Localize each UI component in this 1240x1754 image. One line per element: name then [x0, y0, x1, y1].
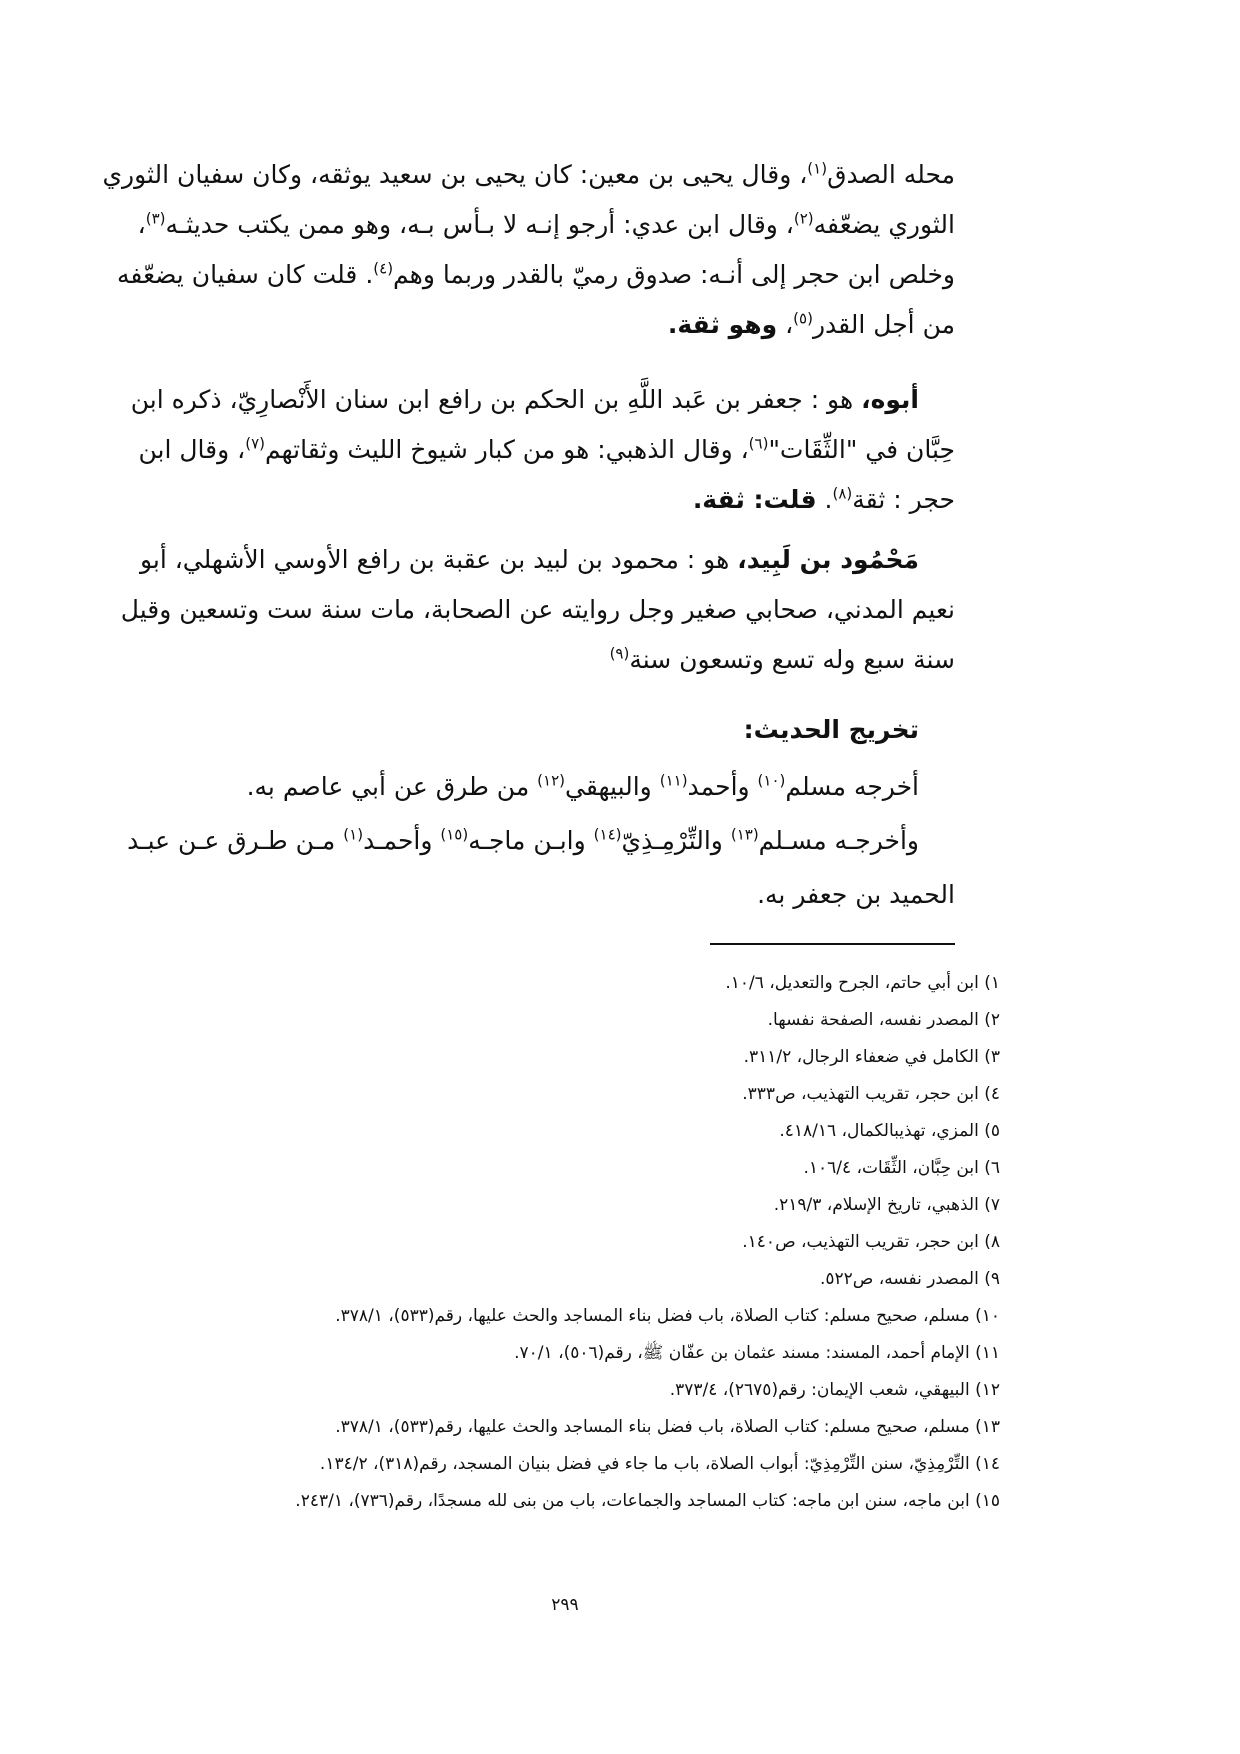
footnote-item: ١٠) مسلم، صحيح مسلم: كتاب الصلاة، باب فضل بناء المساجد والحث عليها، رقم(٥٣٣)، ٣٧٨/١.	[335, 1306, 1000, 1326]
text-run: وأحمـد	[363, 826, 441, 855]
footnote-item: ٩) المصدر نفسه، ص٥٢٢.	[819, 1269, 1000, 1289]
text-run: وابـن ماجـه	[468, 826, 594, 855]
text-line	[137, 200, 955, 250]
footnote-ref[interactable]: (١)	[807, 159, 828, 178]
text-run: أخرجه مسلم	[785, 772, 919, 801]
text-run: ،	[137, 210, 146, 239]
text-line	[102, 150, 955, 200]
text-run: هو : جعفر بن عَبد اللَّهِ بن الحكم بن رافع ابن سنان الأَنْصارِيّ، ذكره ابن	[130, 385, 862, 414]
footnote-item: ٨) ابن حجر، تقريب التهذيب، ص١٤٠.	[742, 1232, 1000, 1252]
footnote-ref[interactable]: (٩)	[609, 644, 630, 663]
text-run: هو : محمود بن لبيد بن عقبة بن رافع الأوسي الأشهلي، أبو	[139, 545, 738, 574]
footnote-ref[interactable]: (١٠)	[757, 771, 786, 790]
text-line	[117, 250, 955, 300]
text-line	[145, 300, 955, 350]
footnote-ref[interactable]: (١٤)	[593, 825, 622, 844]
text-run: ،	[777, 310, 794, 339]
text-run: .	[816, 485, 833, 514]
footnote-ref[interactable]: (١٥)	[440, 825, 469, 844]
text-run: من طرق عن أبي عاصم به.	[246, 772, 538, 801]
text-run: حِبَّان في "الثِّقَات"	[768, 435, 955, 464]
footnote-ref[interactable]: (٨)	[832, 484, 853, 503]
footnote-ref[interactable]: (٧)	[245, 434, 265, 453]
takhrij-paragraph	[127, 760, 955, 922]
section-heading	[145, 705, 955, 755]
footnote-ref[interactable]: (١١)	[659, 771, 688, 790]
verdict-bold: قلت: ثقة.	[692, 485, 817, 514]
footnotes-list	[145, 965, 1000, 1520]
narrator-name: مَحْمُود بن لَبِيد،	[737, 545, 919, 574]
text-run: وأحمد	[687, 772, 758, 801]
text-line	[138, 425, 955, 475]
footnote-ref[interactable]: (٦)	[748, 434, 769, 453]
narrator-paragraph-3	[120, 535, 955, 685]
text-run: ، وقال الذهبي: هو من كبار شيوخ الليث وثقاتهم	[264, 435, 749, 464]
footnote-ref[interactable]: (١)	[343, 825, 364, 844]
footnote-item: ١٥) ابن ماجه، سنن ابن ماجه: كتاب المساجد والجماعات، باب من بنى لله مسجدًا، رقم(٧٣٦)، ٢٤٣/١.	[295, 1491, 1000, 1511]
footnote-item: ١٣) مسلم، صحيح مسلم: كتاب الصلاة، باب فضل بناء المساجد والحث عليها، رقم(٥٣٣)، ٣٧٨/١.	[335, 1417, 1000, 1437]
text-run: وأخرجـه مسـلم	[758, 826, 919, 855]
text-run: والبيهقي	[565, 772, 660, 801]
text-line	[139, 535, 955, 585]
text-run: ، وقال ابن	[138, 435, 246, 464]
footnote-item: ١٢) البيهقي، شعب الإيمان: رقم(٢٦٧٥)، ٣٧٣/٤.	[669, 1380, 1000, 1400]
narrator-name: أبوه،	[861, 385, 919, 414]
footnote-item: ٧) الذهبي، تاريخ الإسلام، ٢١٩/٣.	[773, 1195, 1000, 1215]
text-run: سنة سبع وله تسع وتسعون سنة	[629, 645, 955, 674]
text-run: حجر : ثقة	[852, 485, 955, 514]
verdict-bold: وهو ثقة.	[667, 310, 778, 339]
footnote-item: ١) ابن أبي حاتم، الجرح والتعديل، ١٠/٦.	[725, 973, 1000, 993]
footnote-item: ٤) ابن حجر، تقريب التهذيب، ص٣٣٣.	[742, 1084, 1000, 1104]
text-line	[120, 585, 955, 635]
heading-text: تخريج الحديث:	[743, 715, 919, 744]
text-run: من أجل القدر	[812, 310, 955, 339]
text-run: ، وقال يحيى بن معين: كان يحيى بن سعيد يوثقه، وكان سفيان الثوري	[102, 160, 808, 189]
text-line	[145, 635, 955, 685]
text-run: الحميد بن جعفر به.	[757, 880, 955, 909]
text-run: مـن طـرق عـن عبـد	[127, 826, 344, 855]
text-line	[130, 375, 955, 425]
text-run: محله الصدق	[827, 160, 955, 189]
footnote-item: ٣) الكامل في ضعفاء الرجال، ٣١١/٢.	[743, 1047, 1000, 1067]
footnote-item: ٥) المزي، تهذيبالكمال، ٤١٨/١٦.	[779, 1121, 1000, 1141]
footnote-item: ٦) ابن حِبَّان، الثِّقَات، ١٠٦/٤.	[803, 1158, 1000, 1178]
footnote-item: ٢) المصدر نفسه، الصفحة نفسها.	[767, 1010, 1000, 1030]
text-run: نعيم المدني، صحابي صغير وجل روايته عن الصحابة، مات سنة ست وتسعين وقيل	[120, 595, 955, 624]
footnote-ref[interactable]: (٢)	[793, 209, 814, 228]
text-run: . قلت كان سفيان يضعّفه	[117, 260, 374, 289]
footnote-ref[interactable]: (٤)	[373, 259, 394, 278]
footnote-ref[interactable]: (٥)	[793, 309, 813, 328]
text-line	[127, 814, 955, 868]
text-run: والتِّرْمِـذِيّ	[621, 826, 731, 855]
text-line	[145, 475, 955, 525]
text-run: الثوري يضعّفه	[813, 210, 955, 239]
text-run: وخلص ابن حجر إلى أنـه: صدوق رميّ بالقدر وربما وهم	[393, 260, 955, 289]
footnote-ref[interactable]: (٣)	[145, 209, 166, 228]
narrator-paragraph-2	[130, 375, 955, 525]
text-line	[145, 868, 955, 922]
text-run: ، وقال ابن عدي: أرجو إنـه لا بـأس بـه، وهو ممن يكتب حديثـه	[165, 210, 794, 239]
footnote-item: ١١) الإمام أحمد، المسند: مسند عثمان بن عفّان ﷺ، رقم(٥٠٦)، ٧٠/١.	[514, 1343, 1000, 1363]
footnote-ref[interactable]: (١٢)	[537, 771, 566, 790]
page-number: ٢٩٩	[551, 1595, 579, 1615]
footnote-ref[interactable]: (١٣)	[730, 825, 759, 844]
footnote-separator	[710, 943, 955, 945]
text-line	[145, 760, 955, 814]
narrator-paragraph-1	[102, 150, 955, 350]
footnote-item: ١٤) التِّرْمِذِيّ، سنن التِّرْمِذِيّ: أبواب الصلاة، باب ما جاء في فضل بنيان المسجد، رقم(٣١٨)، ١٣٤/٢.	[319, 1454, 1000, 1474]
